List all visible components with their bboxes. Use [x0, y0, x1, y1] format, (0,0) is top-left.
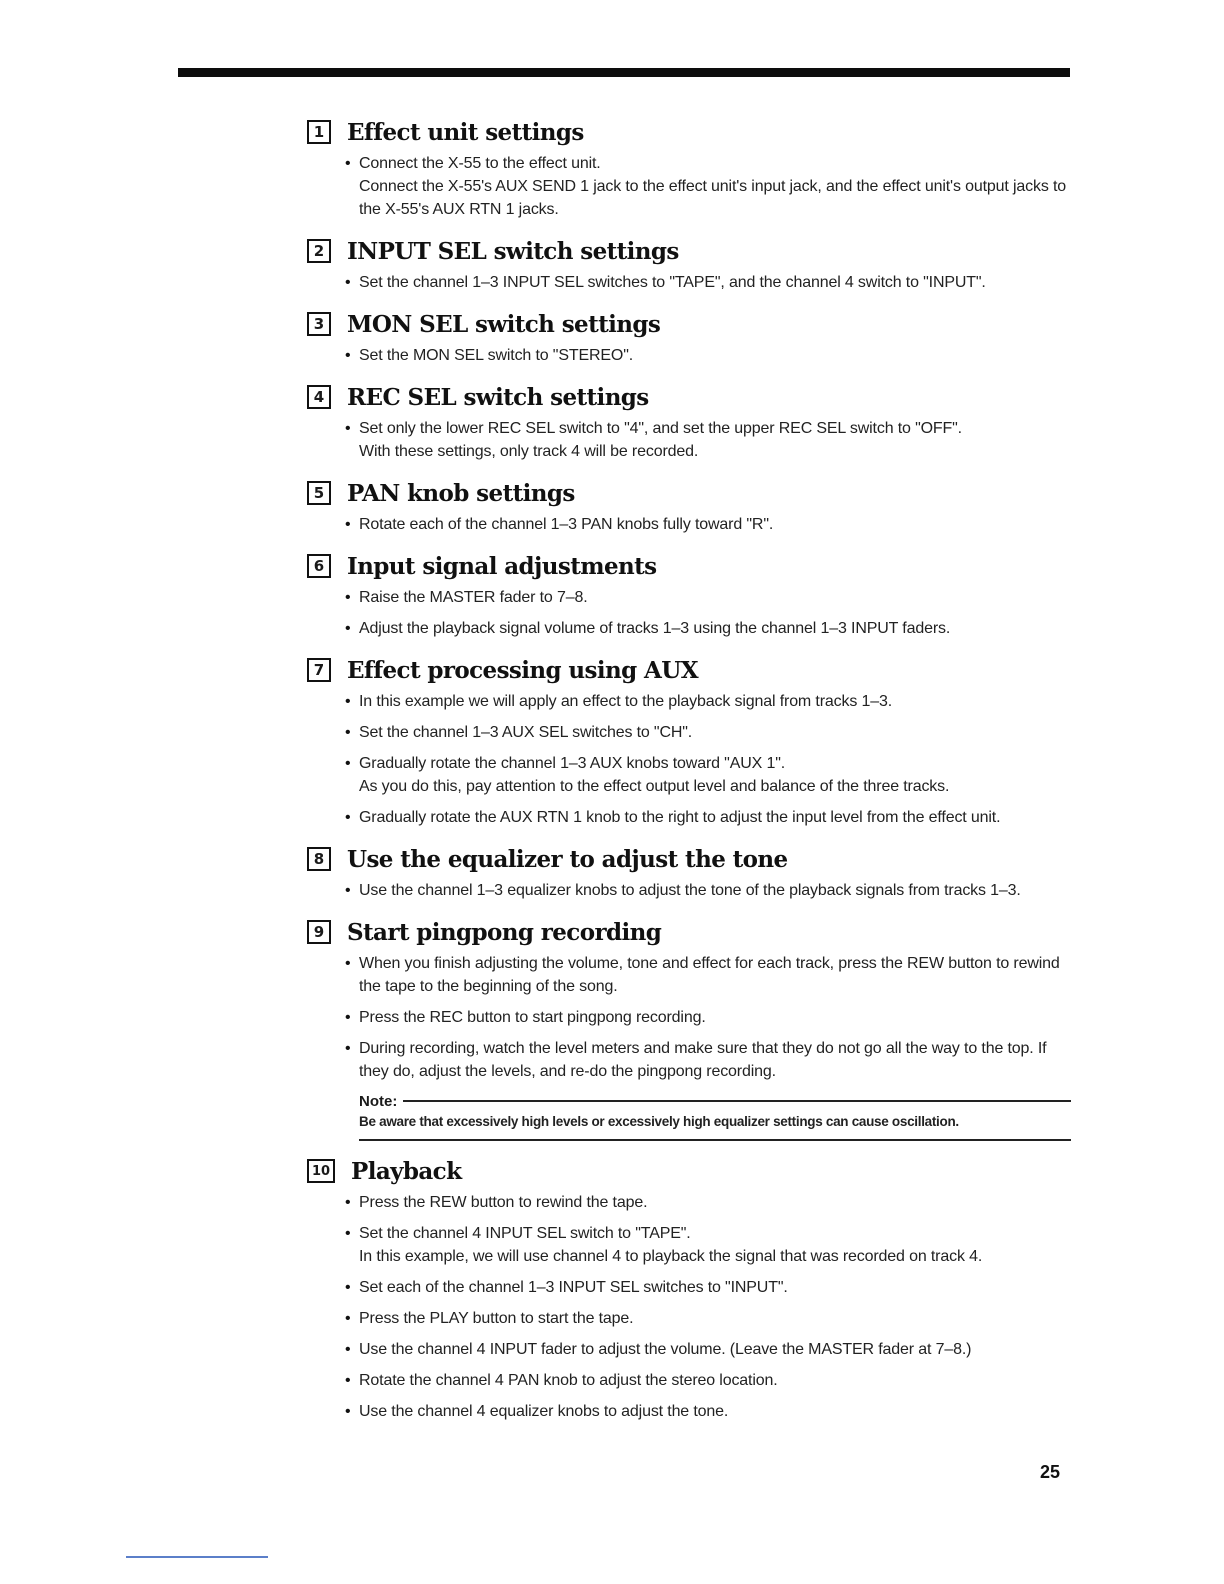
step-number-box: 10: [307, 1159, 335, 1183]
bullet-item: • Set each of the channel 1–3 INPUT SEL switches to "INPUT".: [359, 1276, 1071, 1299]
bullet-list: [313, 344, 1071, 367]
bullet-list: [313, 690, 1071, 829]
section-title: Effect processing using AUX: [347, 656, 698, 684]
section-10: [313, 1151, 1071, 1423]
bullet-item: • When you finish adjusting the volume, tone and effect for each track, press the REW button to rewind the tape to the beginning of the song.: [359, 952, 1071, 998]
bullet-item: • Adjust the playback signal volume of tracks 1–3 using the channel 1–3 INPUT faders.: [359, 617, 1071, 640]
section-9: [313, 912, 1071, 1141]
note-text: Be aware that excessively high levels or excessively high equalizer settings can cause oscillation.: [359, 1114, 959, 1129]
bullet-item: • Use the channel 4 INPUT fader to adjust the volume. (Leave the MASTER fader at 7–8.): [359, 1338, 1071, 1361]
section-3: [313, 304, 1071, 367]
section-title: PAN knob settings: [347, 479, 575, 507]
section-title: INPUT SEL switch settings: [347, 237, 679, 265]
note-label: Note:: [359, 1092, 398, 1110]
section-heading: [307, 546, 1071, 586]
section-title: Playback: [351, 1157, 462, 1185]
step-number-box: 7: [307, 658, 331, 682]
bullet-item: • Press the REW button to rewind the tape.: [359, 1191, 1071, 1214]
bullet-item: • Set only the lower REC SEL switch to "4", and set the upper REC SEL switch to "OFF". With these settings, only track 4 will be recorded.: [359, 417, 1071, 463]
bullet-list: [313, 417, 1071, 463]
section-heading: [307, 650, 1071, 690]
bullet-item: • Set the channel 1–3 AUX SEL switches to "CH".: [359, 721, 1071, 744]
bullet-list: [313, 513, 1071, 536]
bullet-item: • During recording, watch the level meters and make sure that they do not go all the way to the top. If they do, adjust the levels, and re-do the pingpong recording.: [359, 1037, 1071, 1083]
note-box: [359, 1091, 1071, 1141]
section-title: Input signal adjustments: [347, 552, 657, 580]
section-heading: [307, 304, 1071, 344]
bullet-item: • Press the PLAY button to start the tape.: [359, 1307, 1071, 1330]
section-5: [313, 473, 1071, 536]
instruction-content: [313, 112, 1071, 1433]
bullet-item: • Set the MON SEL switch to "STEREO".: [359, 344, 1071, 367]
note-bottom-rule: [359, 1139, 1071, 1141]
bullet-item: • Connect the X-55 to the effect unit. Connect the X-55's AUX SEND 1 jack to the effect unit's input jack, and the effect unit's output jacks to the X-55's AUX RTN 1 jacks.: [359, 152, 1071, 221]
bullet-list: [313, 152, 1071, 221]
bullet-item: • Gradually rotate the AUX RTN 1 knob to the right to adjust the input level from the effect unit.: [359, 806, 1071, 829]
section-title: MON SEL switch settings: [347, 310, 661, 338]
section-title: REC SEL switch settings: [347, 383, 649, 411]
top-rule: [178, 68, 1070, 77]
bullet-item: • Raise the MASTER fader to 7–8.: [359, 586, 1071, 609]
section-heading: [307, 1151, 1071, 1191]
step-number-box: 1: [307, 120, 331, 144]
bullet-item: • Press the REC button to start pingpong recording.: [359, 1006, 1071, 1029]
bullet-item: • Gradually rotate the channel 1–3 AUX knobs toward "AUX 1". As you do this, pay attention to the effect output level and balance of the three tracks.: [359, 752, 1071, 798]
section-heading: [307, 473, 1071, 513]
step-number-box: 3: [307, 312, 331, 336]
step-number-box: 2: [307, 239, 331, 263]
section-title: Start pingpong recording: [347, 918, 662, 946]
page-number: 25: [1040, 1462, 1061, 1482]
bullet-item: • Use the channel 4 equalizer knobs to adjust the tone.: [359, 1400, 1071, 1423]
section-8: [313, 839, 1071, 902]
bullet-list: [313, 586, 1071, 640]
section-heading: [307, 839, 1071, 879]
note-divider: [403, 1100, 1071, 1102]
bullet-list: [313, 271, 1071, 294]
section-4: [313, 377, 1071, 463]
bullet-item: • Use the channel 1–3 equalizer knobs to adjust the tone of the playback signals from tracks 1–3.: [359, 879, 1071, 902]
bullet-list: [313, 1191, 1071, 1423]
bottom-rule: [126, 1556, 268, 1558]
step-number-box: 5: [307, 481, 331, 505]
section-1: [313, 112, 1071, 221]
bullet-item: • Set the channel 4 INPUT SEL switch to "TAPE". In this example, we will use channel 4 to playback the signal that was recorded on track 4.: [359, 1222, 1071, 1268]
bullet-item: • Rotate each of the channel 1–3 PAN knobs fully toward "R".: [359, 513, 1071, 536]
bullet-item: • Rotate the channel 4 PAN knob to adjust the stereo location.: [359, 1369, 1071, 1392]
step-number-box: 6: [307, 554, 331, 578]
bullet-list: [313, 952, 1071, 1083]
step-number-box: 4: [307, 385, 331, 409]
section-heading: [307, 377, 1071, 417]
section-heading: [307, 912, 1071, 952]
section-6: [313, 546, 1071, 640]
bullet-item: • Set the channel 1–3 INPUT SEL switches to "TAPE", and the channel 4 switch to "INPUT".: [359, 271, 1071, 294]
step-number-box: 9: [307, 920, 331, 944]
section-title: Use the equalizer to adjust the tone: [347, 845, 788, 873]
section-7: [313, 650, 1071, 829]
note-header: [359, 1091, 1071, 1111]
step-number-box: 8: [307, 847, 331, 871]
bullet-list: [313, 879, 1071, 902]
section-heading: [307, 112, 1071, 152]
section-title: Effect unit settings: [347, 118, 584, 146]
section-2: [313, 231, 1071, 294]
section-heading: [307, 231, 1071, 271]
bullet-item: • In this example we will apply an effect to the playback signal from tracks 1–3.: [359, 690, 1071, 713]
